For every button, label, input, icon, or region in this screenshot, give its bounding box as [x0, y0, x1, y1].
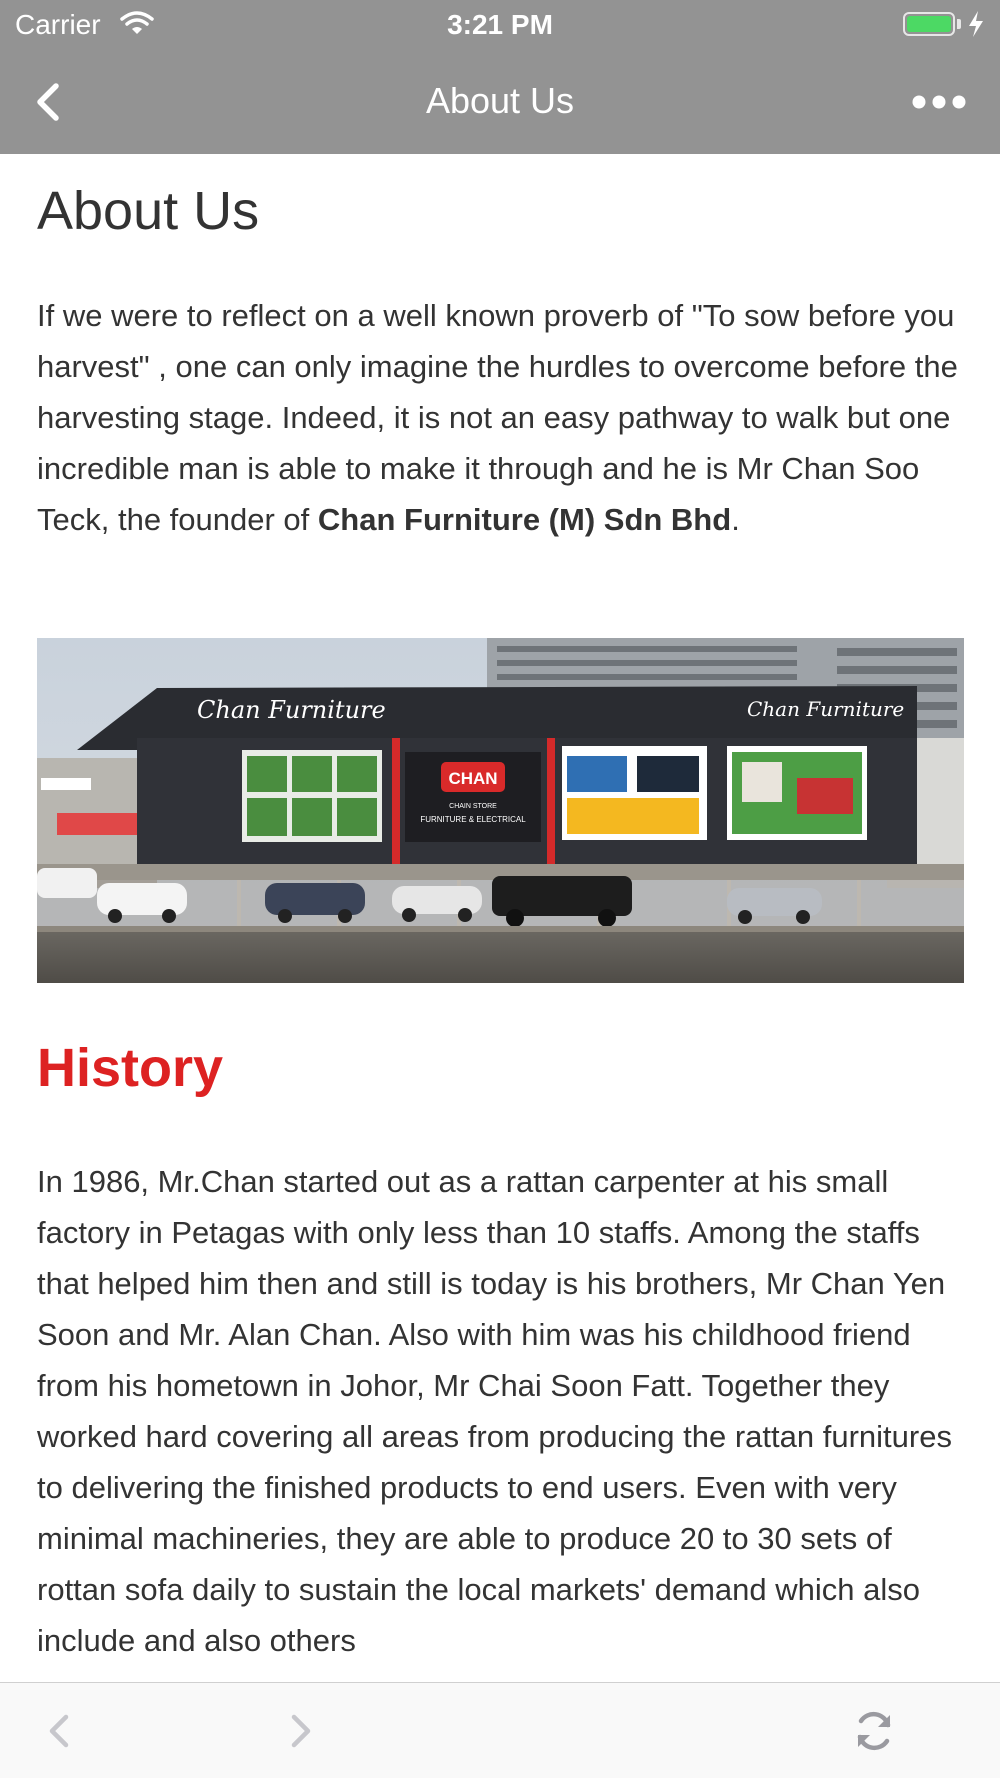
browser-back-button[interactable] [44, 1711, 74, 1756]
page-title: About Us [37, 181, 260, 241]
building-sign-right: Chan Furniture [747, 697, 905, 721]
chevron-left-icon [44, 1711, 74, 1751]
page-content[interactable] [0, 154, 1000, 1682]
carrier-label: Carrier [15, 9, 101, 40]
store-logo-sub: CHAIN STORE [449, 803, 497, 810]
history-paragraph: In 1986, Mr.Chan started out as a rattan carpenter at his small factory in Petagas with only less than 10 staffs. Among the staffs that helped him then and still is today is his brothers, Mr Chan Yen Soon and Mr. Alan Chan. Also with him was his childhood friend from his hometown in Johor, Mr Chai Soon Fatt. Together they worked hard covering all areas from producing the rattan furnitures to delivering the finished products to end users. Even with very minimal machineries, they are able to produce 20 to 30 sets of rottan sofa daily to sustain the local markets' demand which also include and also others [37, 1164, 952, 1658]
store-logo-line: FURNITURE & ELECTRICAL [420, 815, 526, 824]
ellipsis-icon [910, 90, 970, 114]
building-sign-left: Chan Furniture [197, 696, 386, 724]
intro-paragraph [37, 290, 967, 545]
refresh-icon [850, 1707, 898, 1755]
battery-level [907, 16, 951, 32]
bottom-toolbar [0, 1682, 1000, 1778]
battery-tip [957, 19, 961, 29]
intro-text: If we were to reflect on a well known proverb of "To sow before you harvest" , one can only imagine the hurdles to overcome before the harvesting stage. Indeed, it is not an easy pathway to walk but one incredible man is able to make it through and he is Mr Chan Soo Teck, the founder of [37, 298, 958, 537]
intro-text-end: . [731, 502, 740, 537]
status-bar [0, 0, 1000, 50]
navigation-bar [0, 50, 1000, 154]
store-logo: CHAN [448, 769, 498, 788]
charging-bolt-icon [967, 10, 985, 38]
status-time: 3:21 PM [447, 9, 553, 40]
refresh-button[interactable] [850, 1707, 898, 1760]
history-heading: History [37, 1038, 224, 1098]
battery-icon [903, 12, 955, 36]
browser-forward-button[interactable] [286, 1711, 316, 1756]
nav-title: About Us [425, 80, 575, 121]
chevron-right-icon [286, 1711, 316, 1751]
company-name: Chan Furniture (M) Sdn Bhd [317, 502, 732, 537]
storefront-image [37, 638, 964, 983]
more-button[interactable] [910, 90, 970, 114]
